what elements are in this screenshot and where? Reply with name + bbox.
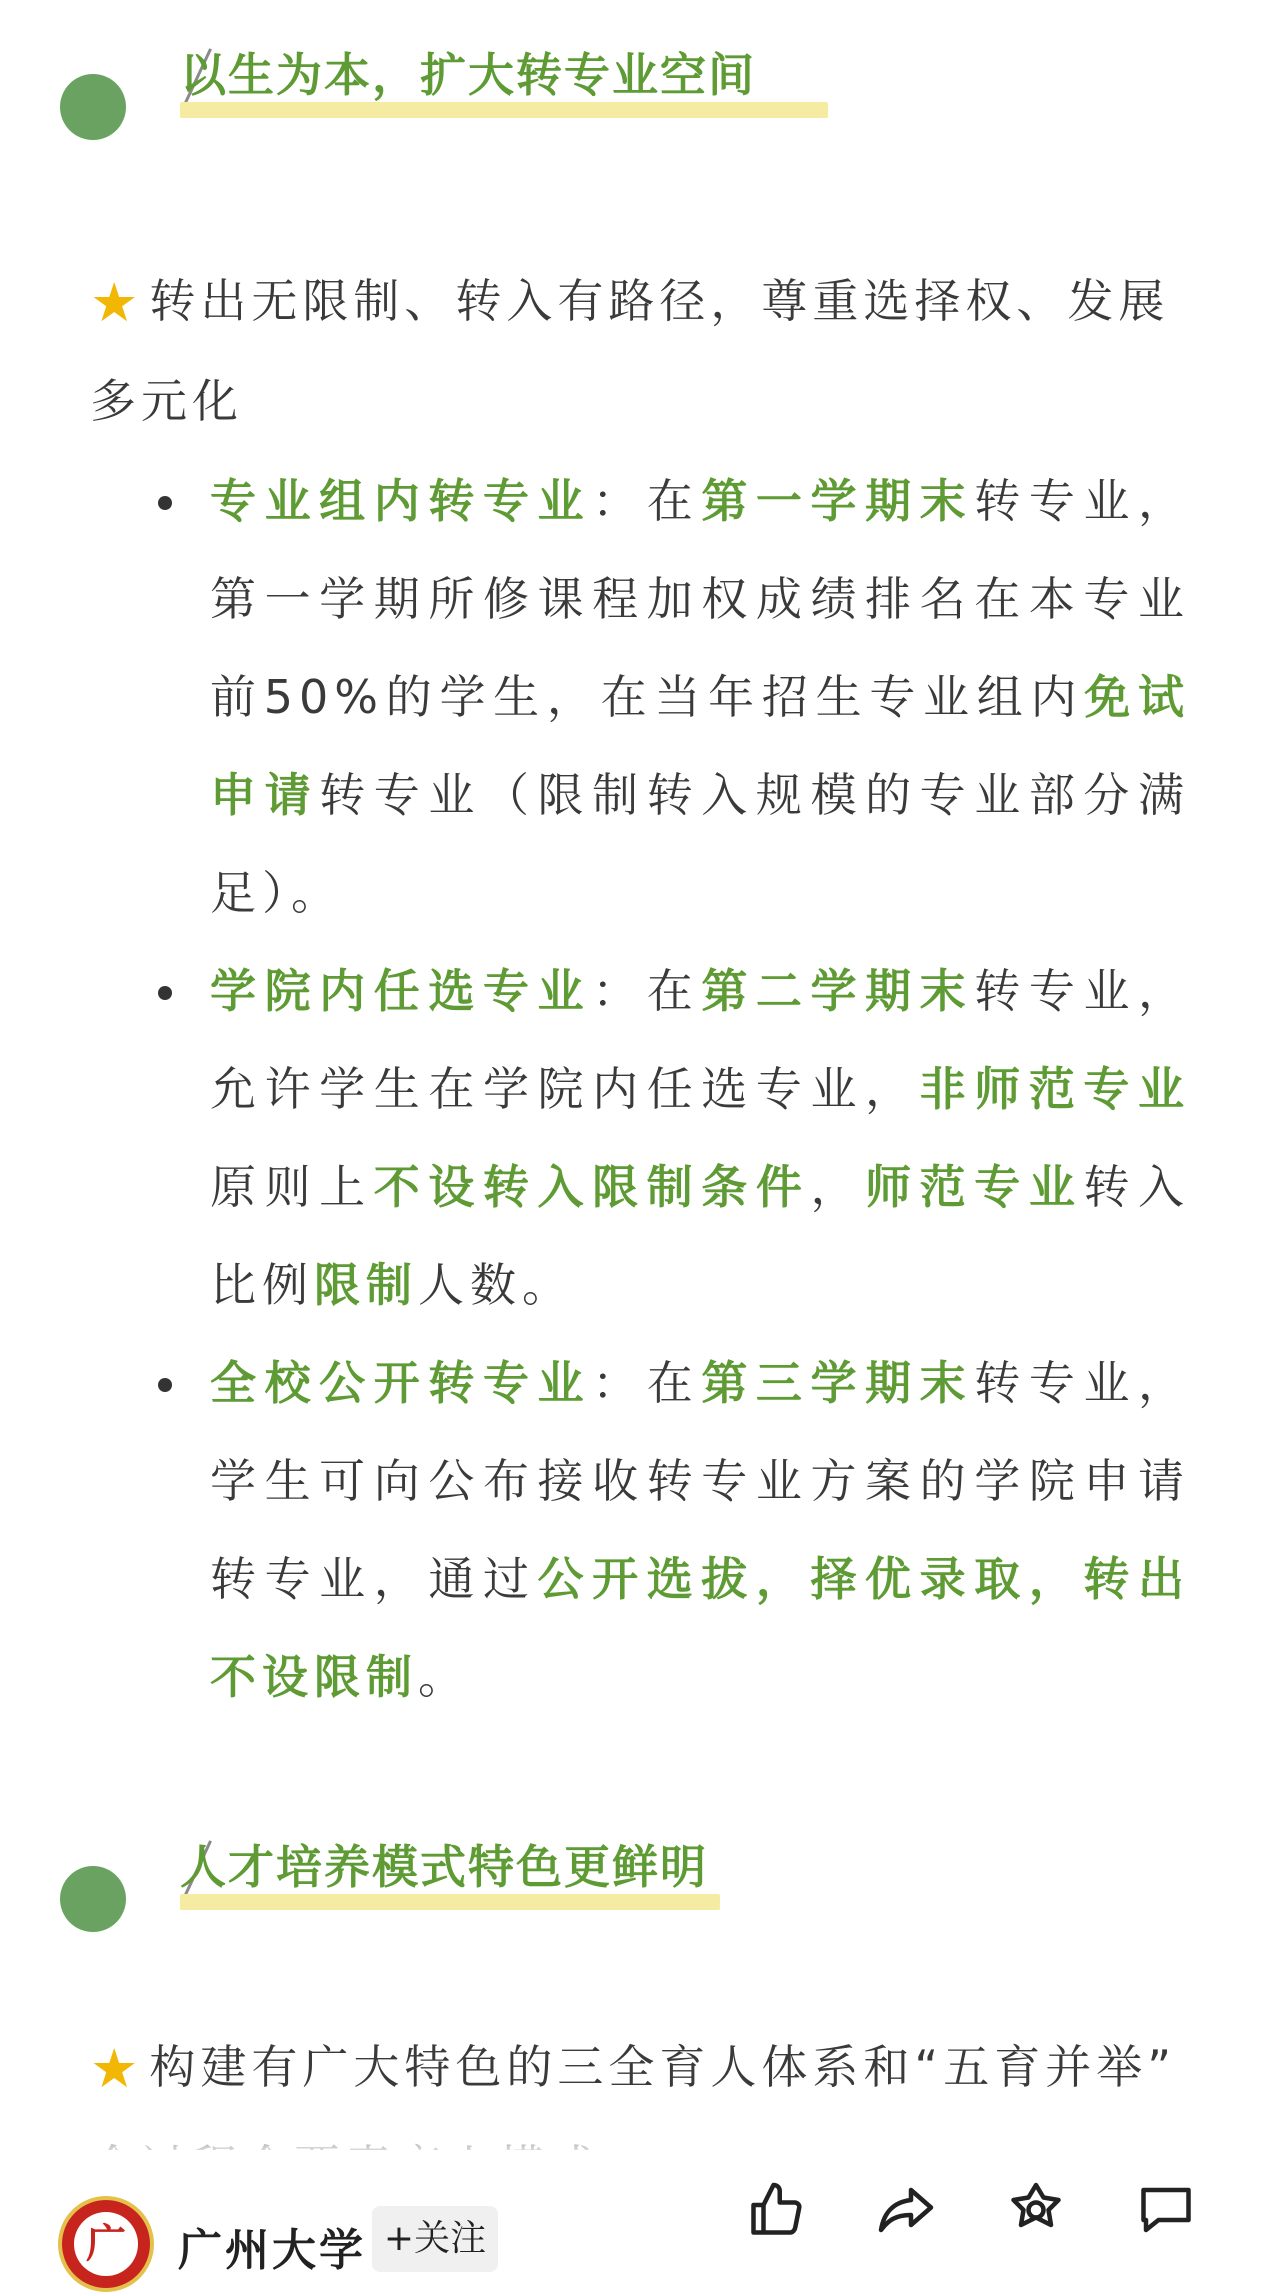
highlight-text: 学院内任选专业 <box>210 964 593 1018</box>
bullet-list <box>150 452 1190 1726</box>
body-text: ， <box>810 1160 866 1214</box>
favorite-icon[interactable] <box>1004 2180 1068 2244</box>
body-text: 原则上 <box>210 1160 374 1214</box>
highlight-text: 非师范专业 <box>919 1062 1191 1116</box>
body-text: 人数。 <box>418 1258 574 1312</box>
body-text: 。 <box>418 1650 470 1704</box>
bullet-item <box>150 452 1190 942</box>
body-text: ：在 <box>592 474 702 528</box>
body-text: 转入比例 <box>210 1160 1191 1312</box>
highlight-text: 第二学期末 <box>701 964 975 1018</box>
heading-dot-icon <box>60 1866 126 1932</box>
body-text: ：在 <box>592 964 702 1018</box>
section-intro <box>90 252 1190 450</box>
intro-text-line2: 多元化 <box>90 374 243 428</box>
section-title: 人才培养模式特色更鲜明 <box>180 1840 708 1894</box>
bullet-item <box>150 1334 1190 1726</box>
bullet-dot <box>158 1378 172 1392</box>
star-icon: ★ <box>90 2037 144 2100</box>
bullet-content <box>210 1356 1190 1704</box>
body-text: 转专业，允许学生在学院内任选专业， <box>210 964 1191 1116</box>
intro-text-line1: 构建有广大特色的三全育人体系和“五育并举” <box>149 2040 1177 2094</box>
highlight-text: 免试申请 <box>210 670 1190 822</box>
heading-dot-icon <box>60 74 126 140</box>
highlight-text: 不设转入限制条件 <box>373 1160 811 1214</box>
intro-text-line1: 转出无限制、转入有路径，尊重选择权、发展 <box>149 274 1170 328</box>
account-name[interactable]: 广州大学 <box>178 2225 366 2276</box>
section-heading-2 <box>56 1832 1156 1932</box>
bullet-item <box>150 942 1190 1334</box>
body-text: 转专业（限制转入规模的专业部分满足）。 <box>210 768 1191 920</box>
share-icon[interactable] <box>874 2180 938 2244</box>
highlight-text: 限制 <box>314 1258 418 1312</box>
bullet-content <box>210 964 1190 1312</box>
body-text: ：在 <box>592 1356 702 1410</box>
highlight-text: 第一学期末 <box>701 474 975 528</box>
highlight-text: 全校公开转专业 <box>210 1356 593 1410</box>
body-text: 转专业，学生可向公布接收转专业方案的学院申请转专业，通过 <box>210 1356 1191 1606</box>
account-avatar[interactable] <box>58 2196 154 2292</box>
bullet-dot <box>158 496 172 510</box>
bullet-dot <box>158 986 172 1000</box>
section-title: 以生为本，扩大转专业空间 <box>180 48 756 102</box>
body-text: 转专业，第一学期所修课程加权成绩排名在本专业前50%的学生，在当年招生专业组内 <box>210 474 1191 724</box>
comment-icon[interactable] <box>1134 2180 1198 2244</box>
star-icon: ★ <box>90 271 144 334</box>
section-heading-1 <box>56 40 1156 140</box>
highlight-text: 第三学期末 <box>701 1356 975 1410</box>
bullet-content <box>210 474 1190 920</box>
highlight-text: 专业组内转专业 <box>210 474 593 528</box>
highlight-text: 公开选拔，择优录取，转出不设限制 <box>210 1552 1191 1704</box>
thumbs-up-icon[interactable] <box>744 2180 808 2244</box>
follow-button[interactable]: +关注 <box>372 2206 498 2272</box>
highlight-text: 师范专业 <box>865 1160 1084 1214</box>
logo-mark: 广 <box>74 2212 138 2276</box>
